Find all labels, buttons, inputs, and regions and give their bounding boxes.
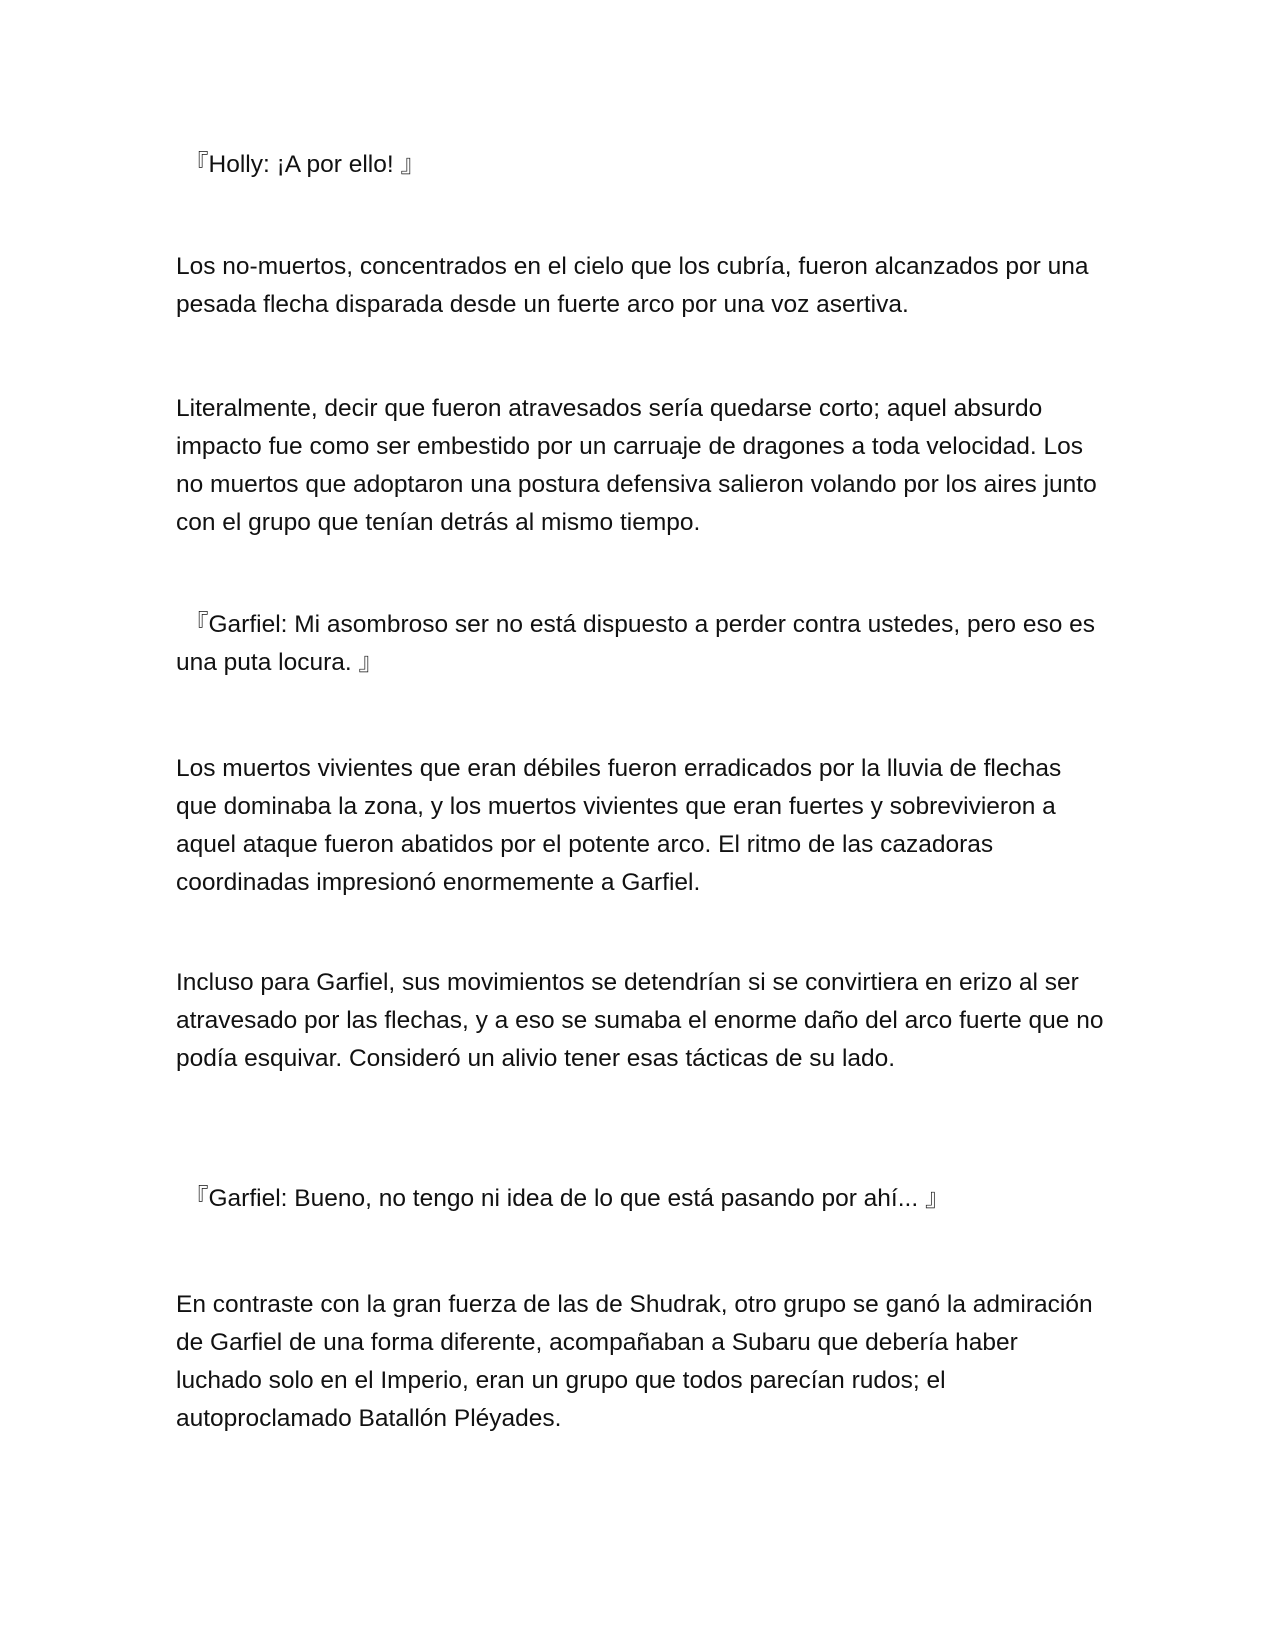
paragraph-1: Los no-muertos, concentrados en el cielo que los cubría, fueron alcanzados por una pesada flecha disparada desde un fuerte arco por una voz asertiva. (176, 253, 1089, 318)
paragraph-5: En contraste con la gran fuerza de las de Shudrak, otro grupo se ganó la admiración de Garfiel de una forma diferente, acompañaban a Subaru que debería haber luchado solo en el Imperio, eran un grupo que todos parecían rudos; el autoproclamado Batallón Pléyades. (176, 1291, 1093, 1432)
paragraph-2: Literalmente, decir que fueron atravesados sería quedarse corto; aquel absurdo impacto fue como ser embestido por un carruaje de dragones a toda velocidad. Los no muertos que adoptaron una postura defensiva salieron volando por los aires junto con el grupo que tenían detrás al mismo tiempo. (176, 395, 1097, 536)
dialogue-garfiel-2: 『Garfiel: Bueno, no tengo ni idea de lo que está pasando por ahí... 』 (184, 1185, 950, 1212)
dialogue-holly: 『Holly: ¡A por ello! 』 (184, 151, 425, 178)
paragraph-3: Los muertos vivientes que eran débiles fueron erradicados por la lluvia de flechas que dominaba la zona, y los muertos vivientes que eran fuertes y sobrevivieron a aquel ataque fueron abatidos por el potente arco. El ritmo de las cazadoras coordinadas impresionó enormemente a Garfiel. (176, 755, 1062, 896)
dialogue-garfiel-1: 『Garfiel: Mi asombroso ser no está dispuesto a perder contra ustedes, pero eso es una puta locura. 』 (176, 611, 1096, 676)
paragraph-4: Incluso para Garfiel, sus movimientos se detendrían si se convirtiera en erizo al ser atravesado por las flechas, y a eso se sumaba el enorme daño del arco fuerte que no podía esquivar. Consideró un alivio tener esas tácticas de su lado. (176, 969, 1104, 1072)
